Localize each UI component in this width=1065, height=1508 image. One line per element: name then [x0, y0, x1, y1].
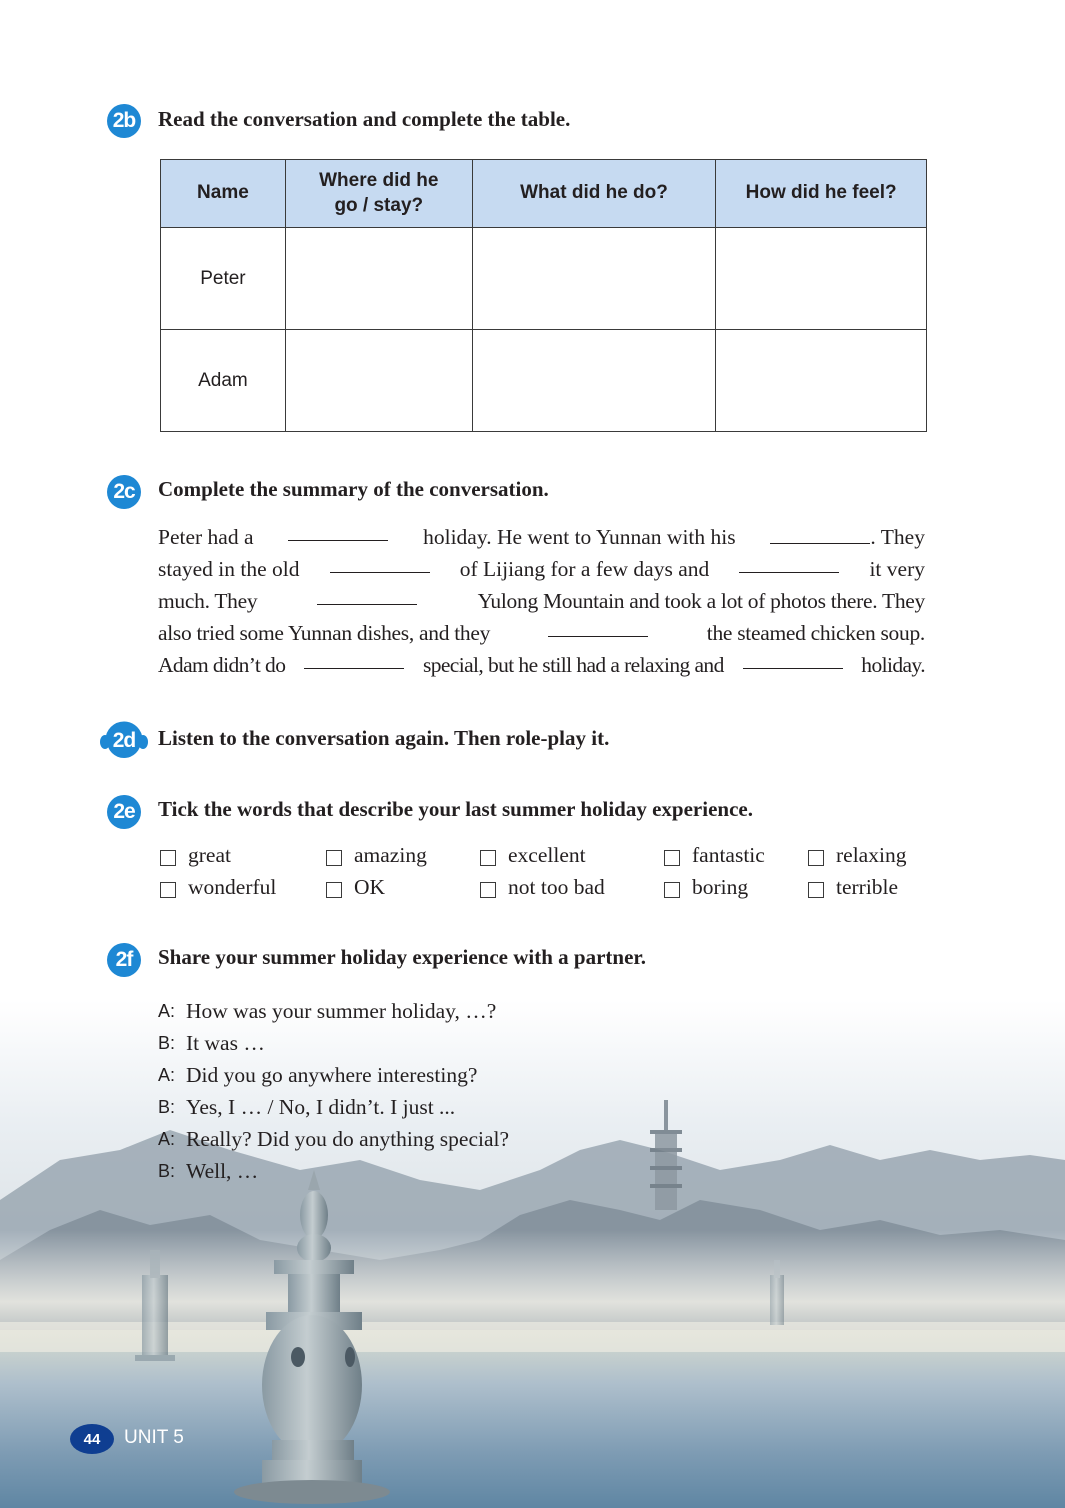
dialog-line: [158, 995, 509, 1027]
table-header-what: What did he do?: [472, 160, 716, 228]
checkbox[interactable]: [480, 882, 496, 898]
checkbox-not-too-bad[interactable]: [480, 875, 605, 900]
speaker-label: A:: [158, 1065, 176, 1085]
exercise-badge-2e: 2e: [107, 795, 141, 829]
dialog-text: How was your summer holiday, …?: [186, 999, 497, 1023]
checkbox-boring[interactable]: [664, 875, 748, 900]
table-row: [161, 330, 927, 432]
checkbox[interactable]: [808, 850, 824, 866]
answer-cell[interactable]: [285, 228, 472, 330]
table-header-where: Where did he go / stay?: [285, 160, 472, 228]
fill-blank[interactable]: [770, 524, 870, 544]
word-label: boring: [692, 875, 749, 899]
instruction-2f: Share your summer holiday experience with a partner.: [158, 945, 647, 969]
summary-text: Peter had a: [158, 525, 254, 549]
checkbox-great[interactable]: [160, 843, 231, 868]
checkbox-terrible[interactable]: [808, 875, 898, 900]
dialog-line: [158, 1155, 509, 1187]
summary-text: special, but he still had a relaxing and: [422, 653, 724, 677]
summary-text: it very: [869, 557, 925, 581]
answer-table: [160, 159, 927, 432]
summary-text: much. They: [158, 589, 258, 613]
summary-text: holiday.: [861, 653, 925, 677]
fill-blank[interactable]: [739, 553, 839, 573]
checkbox-wonderful[interactable]: [160, 875, 276, 900]
speaker-label: B:: [158, 1161, 176, 1181]
exercise-badge-2b: 2b: [107, 104, 141, 138]
checkbox-fantastic[interactable]: [664, 843, 765, 868]
summary-text: Adam didn’t do: [158, 653, 286, 677]
word-label: OK: [354, 875, 386, 899]
word-label: relaxing: [836, 843, 907, 867]
dialog-text: Really? Did you do anything special?: [186, 1127, 510, 1151]
checkbox[interactable]: [808, 882, 824, 898]
answer-cell[interactable]: [472, 228, 716, 330]
checkbox[interactable]: [160, 882, 176, 898]
checkbox-relaxing[interactable]: [808, 843, 906, 868]
row-name-peter: Peter: [161, 228, 286, 330]
fill-blank[interactable]: [304, 649, 404, 669]
speaker-label: B:: [158, 1033, 176, 1053]
checkbox[interactable]: [326, 882, 342, 898]
exercise-badge-2f: 2f: [107, 943, 141, 977]
dialog-line: [158, 1027, 509, 1059]
summary-text: . They: [870, 525, 925, 549]
model-dialog: [158, 995, 509, 1187]
checkbox[interactable]: [480, 850, 496, 866]
fill-blank[interactable]: [288, 521, 388, 541]
checkbox-amazing[interactable]: [326, 843, 427, 868]
summary-line: [158, 553, 925, 585]
row-name-adam: Adam: [161, 330, 286, 432]
summary-text: also tried some Yunnan dishes, and they: [158, 621, 491, 645]
checkbox[interactable]: [664, 850, 680, 866]
speaker-label: B:: [158, 1097, 176, 1117]
unit-label: UNIT 5: [124, 1427, 184, 1448]
table-header-feel: How did he feel?: [716, 160, 927, 228]
exercise-badge-2c: 2c: [107, 475, 141, 509]
checkbox-excellent[interactable]: [480, 843, 586, 868]
dialog-line: [158, 1123, 509, 1155]
instruction-2b: Read the conversation and complete the table.: [158, 107, 571, 131]
checkbox[interactable]: [160, 850, 176, 866]
summary-paragraph: [158, 521, 925, 681]
word-label: excellent: [508, 843, 586, 867]
dialog-line: [158, 1091, 509, 1123]
summary-text: stayed in the old: [158, 557, 300, 581]
table-row: [161, 228, 927, 330]
word-label: fantastic: [692, 843, 765, 867]
instruction-2e: Tick the words that describe your last summer holiday experience.: [158, 797, 753, 821]
speaker-label: A:: [158, 1001, 176, 1021]
answer-cell[interactable]: [472, 330, 716, 432]
summary-text: of Lijiang for a few days and: [459, 557, 710, 581]
dialog-text: Well, …: [186, 1159, 259, 1183]
instruction-2c: Complete the summary of the conversation.: [158, 477, 549, 501]
speaker-label: A:: [158, 1129, 176, 1149]
table-header-name: Name: [161, 160, 286, 228]
answer-cell[interactable]: [716, 228, 927, 330]
checkbox-ok[interactable]: [326, 875, 385, 900]
word-label: amazing: [354, 843, 427, 867]
word-label: great: [188, 843, 231, 867]
summary-line: [158, 585, 925, 617]
checkbox[interactable]: [326, 850, 342, 866]
dialog-text: It was …: [186, 1031, 265, 1055]
fill-blank[interactable]: [317, 585, 417, 605]
exercise-badge-2d: 2d: [107, 724, 141, 758]
fill-blank[interactable]: [330, 553, 430, 573]
summary-line: [158, 649, 925, 681]
fill-blank[interactable]: [743, 649, 843, 669]
instruction-2d: Listen to the conversation again. Then role-play it.: [158, 726, 610, 750]
word-label: wonderful: [188, 875, 277, 899]
summary-text: holiday. He went to Yunnan with his: [423, 525, 736, 549]
page-number: 44: [70, 1424, 114, 1454]
summary-line: [158, 617, 925, 649]
answer-cell[interactable]: [285, 330, 472, 432]
fill-blank[interactable]: [548, 617, 648, 637]
checkbox[interactable]: [664, 882, 680, 898]
word-label: terrible: [836, 875, 899, 899]
word-label: not too bad: [508, 875, 605, 899]
dialog-text: Did you go anywhere interesting?: [186, 1063, 478, 1087]
dialog-text: Yes, I … / No, I didn’t. I just ...: [186, 1095, 456, 1119]
summary-line: [158, 521, 925, 553]
summary-text: the steamed chicken soup.: [706, 621, 925, 645]
answer-cell[interactable]: [716, 330, 927, 432]
dialog-line: [158, 1059, 509, 1091]
summary-text: Yulong Mountain and took a lot of photos there. They: [477, 589, 925, 613]
